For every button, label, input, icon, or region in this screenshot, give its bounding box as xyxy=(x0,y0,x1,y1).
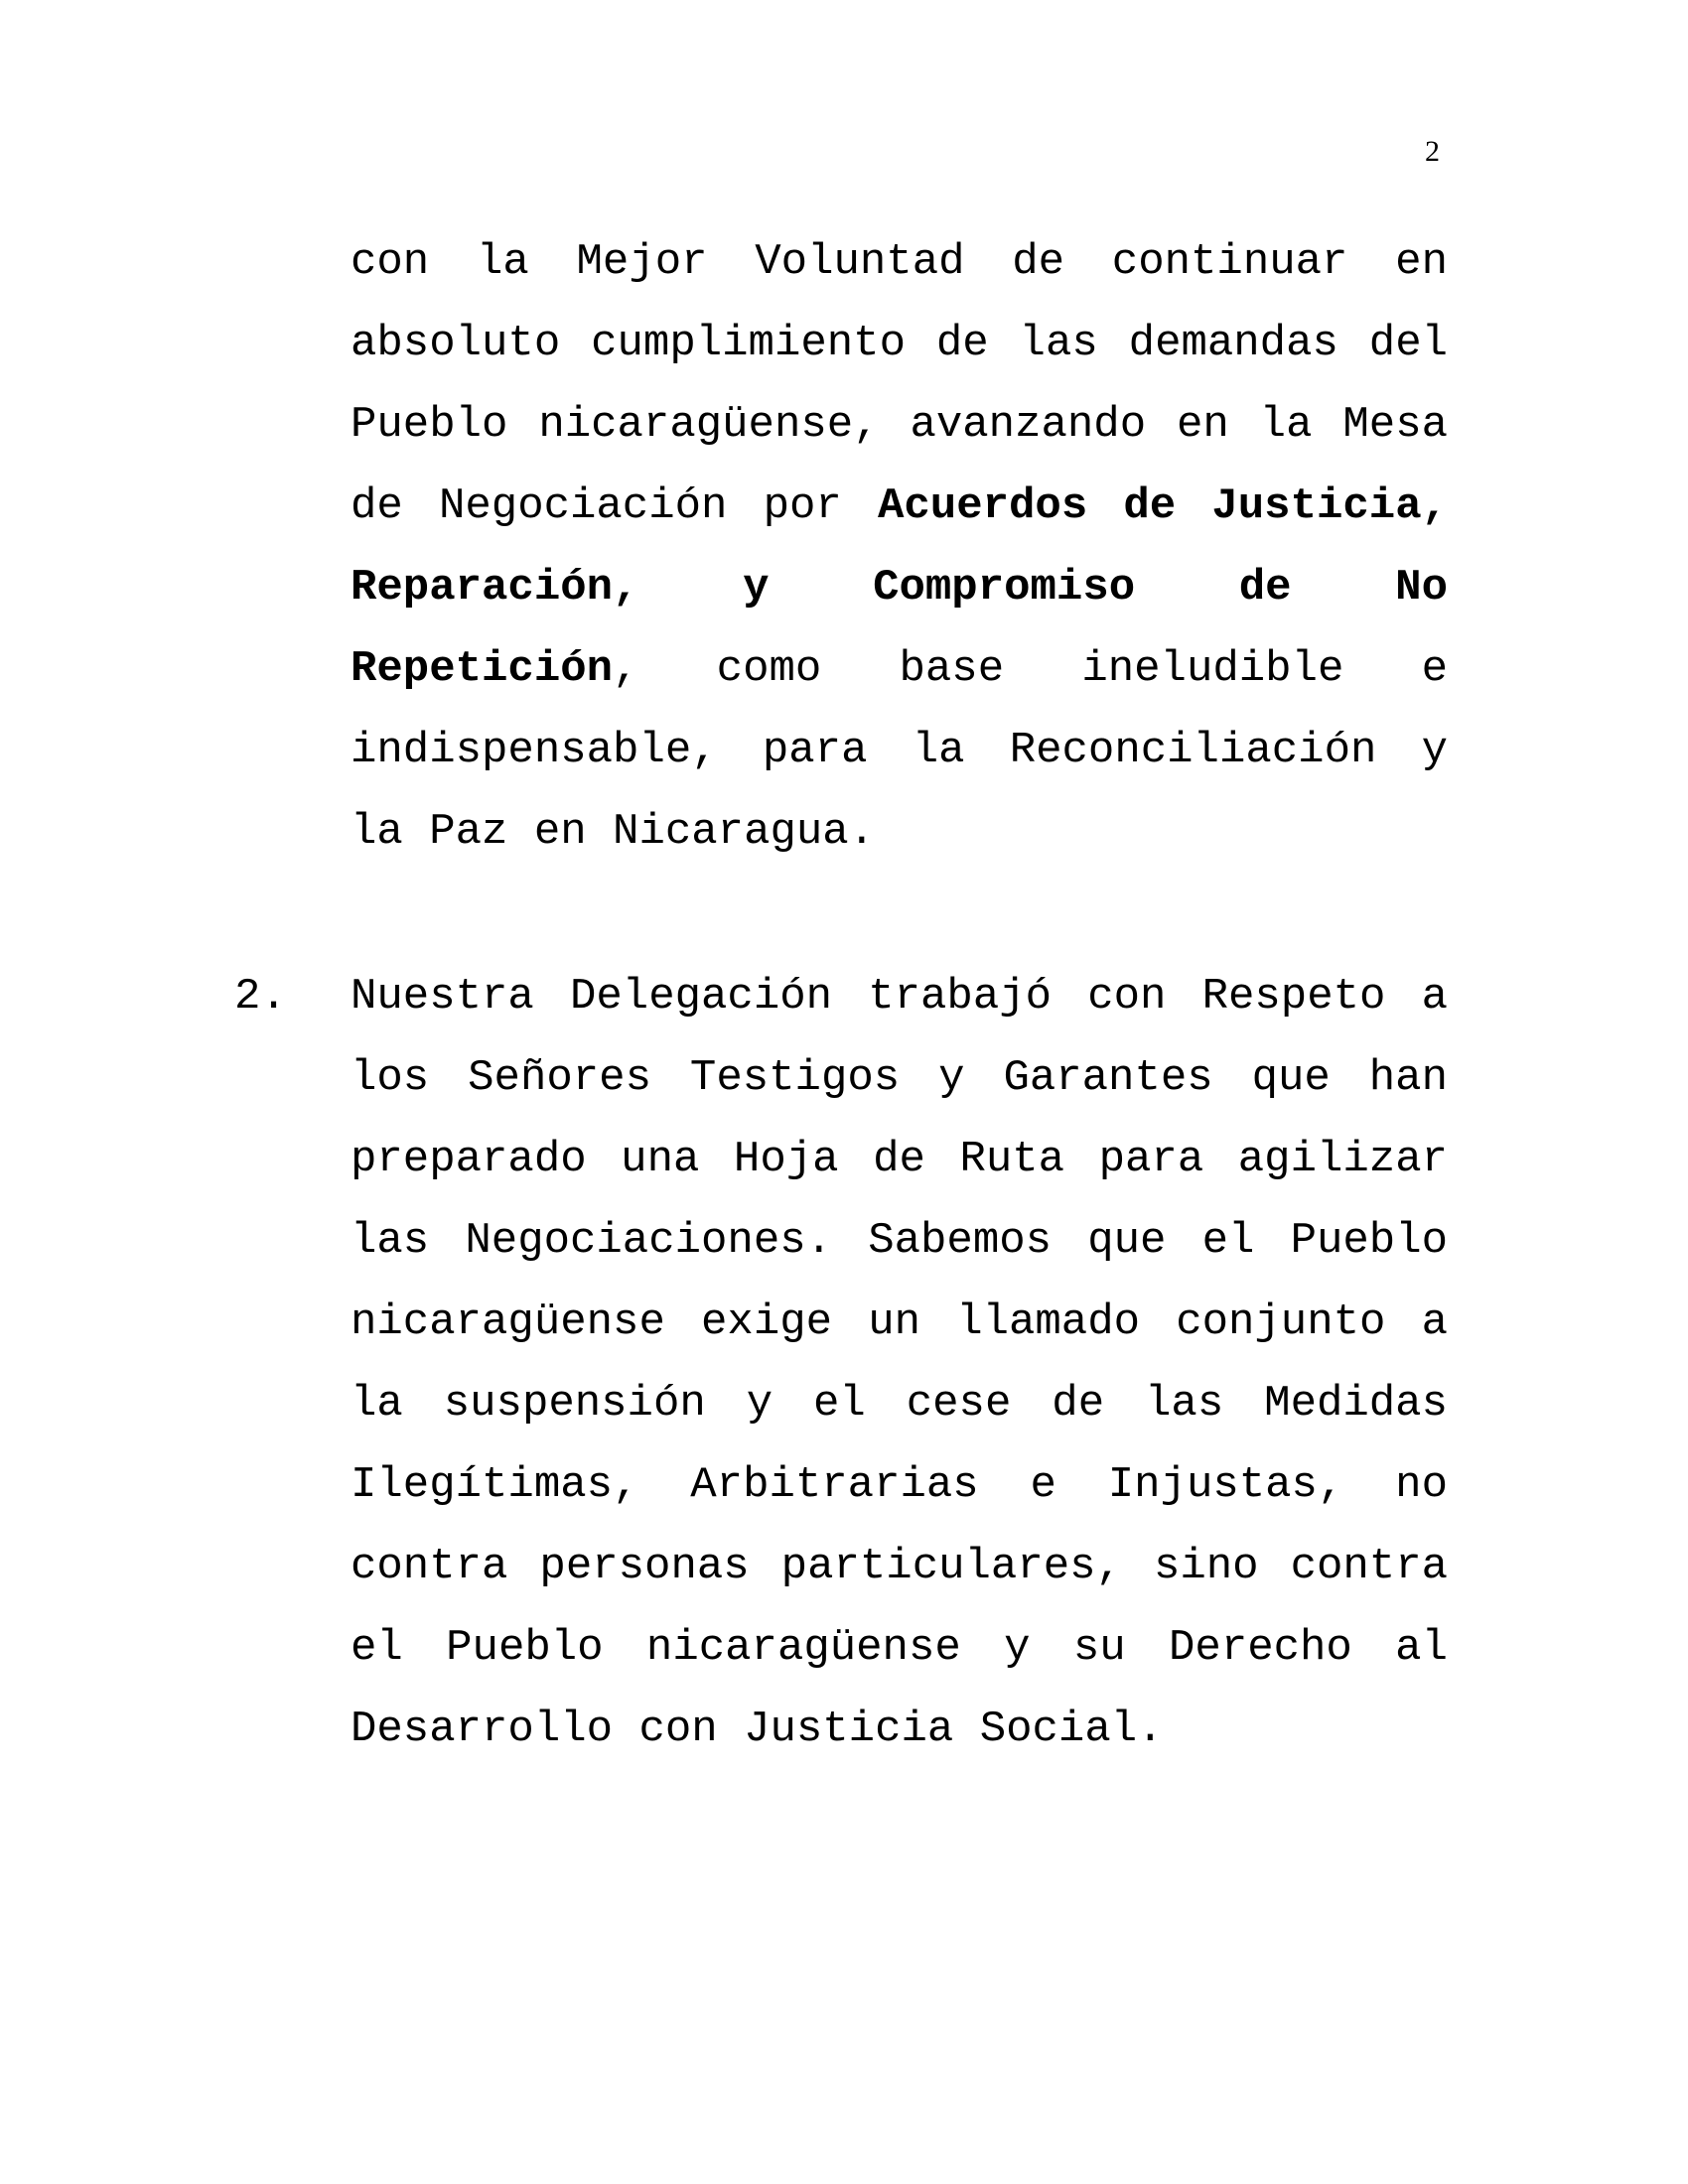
item-text: Nuestra Delegación trabajó con Respeto a los Señores Testigos y Garantes que han preparado una Hoja de Ruta para agilizar las Negociaciones. Sabemos que el Pueblo nicaragüense exige un llamado conjunto a la suspensión y el cese de las Medidas Ilegítimas, Arbitrarias e Injustas, no contra personas particulares, sino contra el Pueblo nicaragüense y su Derecho al Desarrollo con Justicia Social. xyxy=(351,972,1448,1754)
numbered-item-2 xyxy=(234,956,1448,1770)
paragraph-text-end: , como base ineludible e indispensable, para la Reconciliación y la Paz en Nicaragua. xyxy=(351,644,1448,857)
paragraph-text-start: con la Mejor Voluntad de continuar en absoluto cumplimiento de las demandas del Pueblo nicaragüense, avanzando en la Mesa de Negociación por xyxy=(351,237,1448,531)
continuation-paragraph xyxy=(351,221,1448,873)
page-number: 2 xyxy=(1425,135,1440,168)
paragraph-bold-phrase: Acuerdos de Justicia, Reparación, y Compromiso de No Repetición xyxy=(351,481,1448,694)
item-number: 2. xyxy=(234,972,287,1022)
